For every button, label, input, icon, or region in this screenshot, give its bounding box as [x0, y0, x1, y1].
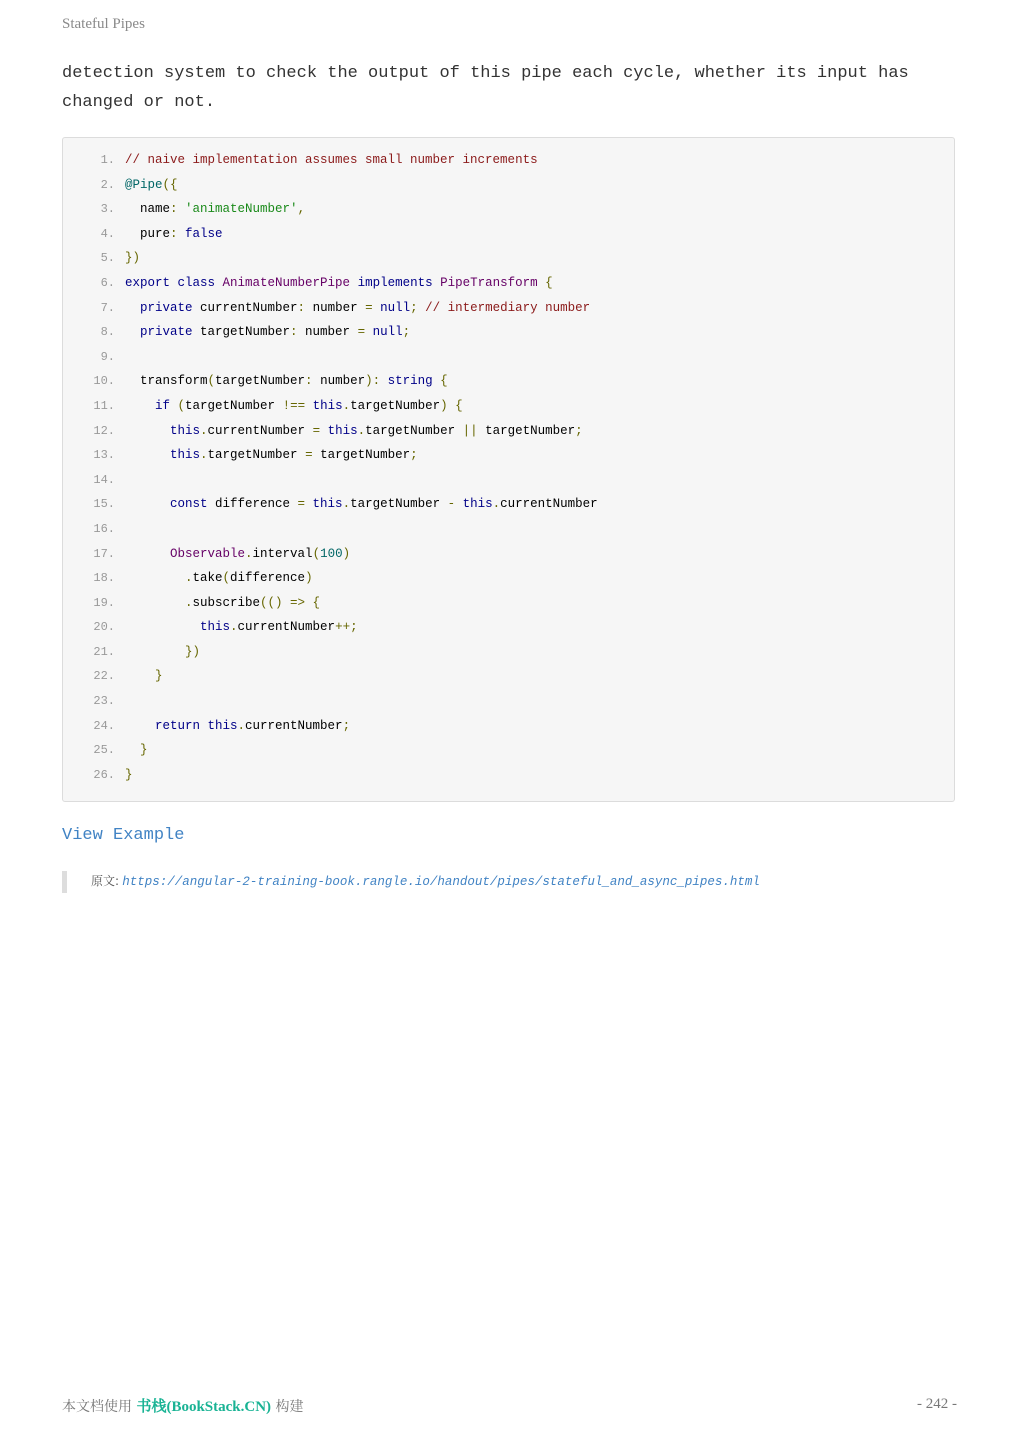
code-token: targetNumber [350, 398, 441, 413]
code-token: : [297, 300, 313, 315]
code-token: ; [402, 325, 411, 340]
code-token: . [342, 497, 351, 512]
code-token: currentNumber [245, 718, 343, 733]
code-line [63, 591, 954, 616]
code-token: currentNumber [200, 300, 298, 315]
page-number: - 242 - [917, 1396, 957, 1412]
code-source [125, 542, 350, 567]
code-token: ( [312, 546, 321, 561]
line-number: 21. [93, 644, 115, 659]
code-token: take [192, 571, 223, 586]
code-token: // intermediary number [425, 300, 591, 315]
code-token: transform [125, 374, 208, 389]
code-token: = [297, 497, 313, 512]
footer-brand-link[interactable]: 书栈(BookStack.CN) [136, 1399, 272, 1415]
line-number: 26. [93, 767, 115, 782]
code-token: : [290, 325, 306, 340]
code-token: = [365, 300, 381, 315]
code-line [63, 468, 954, 493]
line-number: 10. [93, 374, 115, 389]
code-source [125, 763, 133, 788]
code-line [63, 271, 954, 296]
source-label: 原文: [91, 874, 120, 888]
code-token: private [125, 325, 201, 340]
code-source [125, 714, 350, 739]
code-token: targetNumber [185, 398, 283, 413]
code-source [125, 566, 313, 591]
page-header-title: Stateful Pipes [62, 16, 145, 32]
line-number: 4. [100, 226, 115, 241]
code-source [125, 173, 178, 198]
code-line [63, 173, 954, 198]
code-token: ( [207, 374, 216, 389]
code-source [125, 664, 163, 689]
code-token: 'animateNumber' [185, 202, 298, 217]
code-token: . [492, 497, 501, 512]
source-link[interactable]: https://angular-2-training-book.rangle.io/handout/pipes/stateful_and_async_pipes.html [122, 875, 760, 889]
code-line [63, 369, 954, 394]
code-token: ; [410, 300, 426, 315]
code-token: this [462, 497, 493, 512]
line-number: 13. [93, 448, 115, 463]
code-token: : [170, 202, 186, 217]
code-line [63, 615, 954, 640]
code-token: ({ [162, 177, 178, 192]
code-block [62, 137, 955, 802]
code-token: 100 [320, 546, 343, 561]
code-line [63, 443, 954, 468]
code-source [125, 369, 448, 394]
code-token: : [170, 226, 186, 241]
line-number: 2. [100, 177, 115, 192]
code-token: . [125, 595, 193, 610]
footer-prefix: 本文档使用 [62, 1399, 132, 1415]
code-token: null [372, 325, 403, 340]
code-token: ; [410, 448, 418, 463]
line-number: 22. [93, 669, 115, 684]
code-token: // naive implementation assumes small number increments [125, 153, 538, 167]
code-source [125, 222, 223, 247]
code-token: this [125, 423, 201, 438]
code-line [63, 542, 954, 567]
code-token: . [125, 571, 193, 586]
code-token: this [125, 448, 201, 463]
code-token: string [387, 374, 433, 389]
line-number: 5. [100, 251, 115, 266]
code-source [125, 640, 200, 665]
source-quote [62, 871, 760, 893]
code-source [125, 296, 590, 321]
line-number: 15. [93, 497, 115, 512]
code-token: number [312, 300, 366, 315]
code-source [125, 271, 553, 296]
code-token: number [305, 325, 358, 340]
code-token: this [125, 620, 231, 635]
code-token: this [312, 398, 343, 413]
line-number: 18. [93, 571, 115, 586]
footer-credit [62, 1395, 304, 1416]
code-token: const [125, 497, 216, 512]
code-token: private [125, 300, 201, 315]
code-token: targetNumber [320, 448, 411, 463]
code-token: targetNumber [365, 423, 463, 438]
code-token: (() => { [260, 595, 321, 610]
code-token: }) [125, 644, 201, 659]
code-token: . [230, 620, 238, 635]
line-number: 8. [100, 325, 115, 340]
code-token: targetNumber [207, 448, 306, 463]
code-token: !== [282, 398, 313, 413]
code-token: : [305, 374, 321, 389]
code-token: } [125, 767, 133, 782]
line-number: 12. [93, 423, 115, 438]
code-token: currentNumber [500, 497, 598, 512]
footer-suffix: 构建 [275, 1399, 304, 1415]
line-number: 14. [93, 472, 115, 487]
code-source [125, 591, 320, 616]
code-token: } [125, 743, 148, 758]
code-source [125, 615, 358, 640]
code-line [63, 345, 954, 370]
line-number: 7. [100, 300, 115, 315]
code-token: interval [252, 546, 313, 561]
code-line [63, 517, 954, 542]
code-token: targetNumber [200, 325, 291, 340]
code-token: false [185, 226, 223, 241]
code-line [63, 394, 954, 419]
view-example-link[interactable]: View Example [62, 826, 185, 845]
code-token: ; [342, 718, 351, 733]
code-lines [63, 148, 954, 787]
code-line [63, 738, 954, 763]
code-token: currentNumber [237, 620, 336, 635]
code-source [125, 246, 140, 271]
code-token: Observable [125, 546, 246, 561]
code-token: null [380, 300, 411, 315]
code-token: PipeTransform [440, 275, 538, 290]
code-source [125, 492, 598, 517]
code-token: - [447, 497, 463, 512]
code-token: , [297, 202, 306, 217]
line-number: 25. [93, 743, 115, 758]
code-token: . [357, 423, 366, 438]
code-source [125, 320, 410, 345]
code-line [63, 714, 954, 739]
code-token: . [245, 546, 253, 561]
code-source [125, 148, 538, 173]
line-number: 23. [93, 694, 115, 709]
code-line [63, 320, 954, 345]
code-token: . [342, 398, 351, 413]
code-token: { [537, 275, 553, 290]
code-line [63, 763, 954, 788]
intro-paragraph [62, 59, 942, 117]
line-number: 3. [100, 202, 115, 217]
code-token: ) [305, 571, 313, 586]
code-line [63, 419, 954, 444]
code-token: this [327, 423, 358, 438]
code-token: ) { [440, 398, 463, 413]
line-number: 9. [100, 349, 115, 364]
code-token: pure [125, 226, 171, 241]
code-source [125, 419, 583, 444]
line-number: 1. [100, 153, 115, 167]
code-source [125, 197, 305, 222]
code-token: if [125, 398, 178, 413]
code-token: . [200, 423, 208, 438]
code-token: . [237, 718, 246, 733]
code-token: ( [177, 398, 186, 413]
code-token: }) [125, 251, 141, 266]
line-number: 24. [93, 718, 115, 733]
code-token: targetNumber [350, 497, 448, 512]
code-token: name [125, 202, 171, 217]
code-source [125, 443, 418, 468]
code-token: = [312, 423, 328, 438]
code-token: { [432, 374, 448, 389]
code-token: = [305, 448, 321, 463]
code-token: ( [222, 571, 231, 586]
code-token: currentNumber [207, 423, 313, 438]
code-source [125, 738, 148, 763]
code-token: difference [215, 497, 298, 512]
line-number: 6. [100, 275, 115, 290]
line-number: 17. [93, 546, 115, 561]
code-token: . [200, 448, 208, 463]
code-token: implements [350, 275, 441, 290]
code-token: ) [342, 546, 351, 561]
code-token: export class [125, 275, 223, 290]
code-token: AnimateNumberPipe [222, 275, 351, 290]
code-token: subscribe [192, 595, 261, 610]
intro-line-1: detection system to check the output of this pipe each cycle, whether its input has [62, 64, 909, 83]
code-line [63, 148, 954, 173]
code-token: number [320, 374, 366, 389]
line-number: 16. [93, 521, 115, 536]
code-line [63, 246, 954, 271]
code-line [63, 640, 954, 665]
code-line [63, 566, 954, 591]
code-token: ++; [335, 620, 358, 635]
code-token: difference [230, 571, 306, 586]
line-number: 20. [93, 620, 115, 635]
code-token: = [357, 325, 373, 340]
line-number: 11. [93, 398, 115, 413]
code-line [63, 222, 954, 247]
code-token: ): [365, 374, 388, 389]
code-line [63, 689, 954, 714]
code-line [63, 492, 954, 517]
code-token: } [125, 669, 163, 684]
code-source [125, 394, 463, 419]
code-token: @Pipe [125, 177, 163, 192]
code-token: return this [125, 718, 238, 733]
code-token: || [462, 423, 486, 438]
intro-line-2: changed or not. [62, 93, 216, 112]
code-line [63, 197, 954, 222]
code-token: targetNumber [215, 374, 306, 389]
line-number: 19. [93, 595, 115, 610]
code-line [63, 664, 954, 689]
code-token: this [312, 497, 343, 512]
code-line [63, 296, 954, 321]
code-token: targetNumber [485, 423, 576, 438]
code-token: ; [575, 423, 583, 438]
